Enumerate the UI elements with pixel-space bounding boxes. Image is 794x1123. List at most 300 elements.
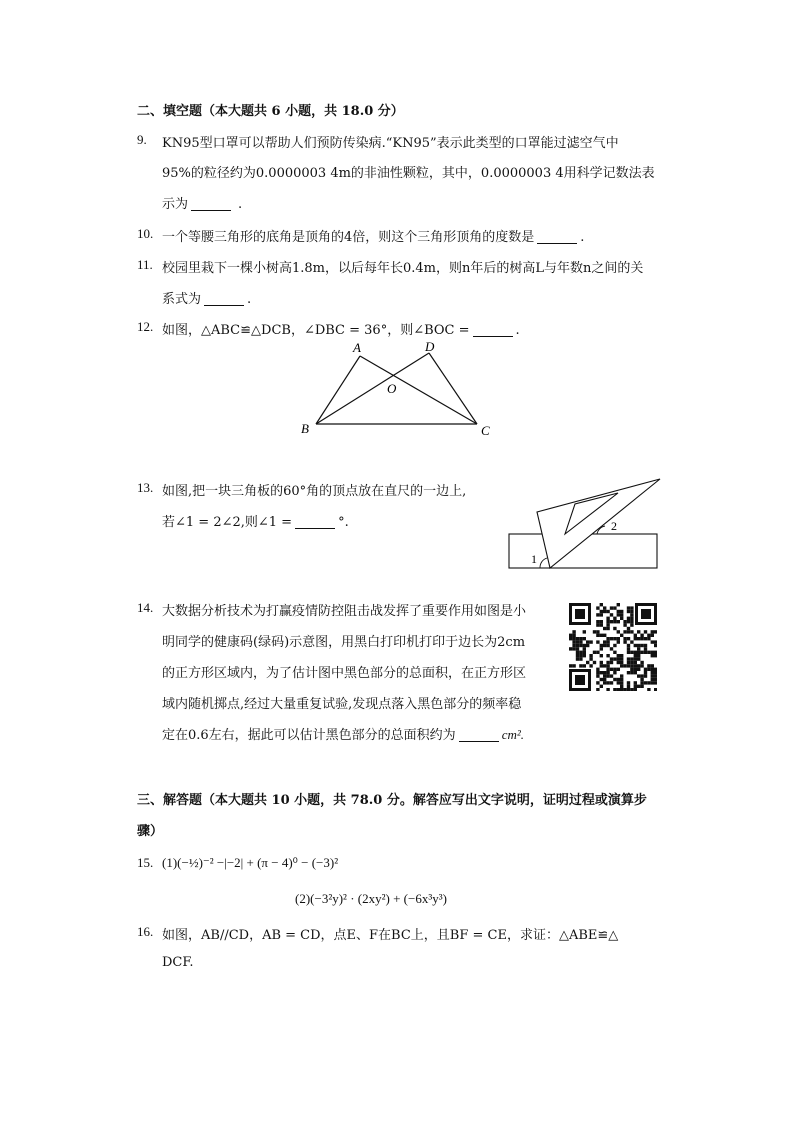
- qr-module: [654, 688, 657, 691]
- question-14-prefix: 定在0.6左右，据此可以估计黑色部分的总面积约为: [162, 728, 456, 743]
- qr-module: [634, 685, 637, 688]
- answer-blank-12[interactable]: [473, 323, 513, 337]
- qr-module: [634, 634, 637, 637]
- qr-module: [613, 644, 616, 647]
- qr-module: [640, 661, 643, 664]
- question-14-line-3: 的正方形区域内，为了估计图中黑色部分的总面积，在正方形区: [162, 666, 527, 681]
- qr-module: [613, 606, 616, 609]
- qr-module: [586, 644, 589, 647]
- question-16-line-1: 如图，AB//CD，AB = CD，点E、F在BC上，且BF = CE，求证：△ABE≌△: [162, 928, 619, 943]
- question-10-suffix: .: [580, 230, 585, 245]
- qr-module: [634, 654, 637, 657]
- qr-module: [572, 664, 575, 667]
- segment-ba: [316, 356, 360, 424]
- question-14-line-2: 明同学的健康码(绿码)示意图，用黑白打印机打印于边长为2cm: [162, 635, 526, 650]
- qr-module: [630, 617, 633, 620]
- qr-module: [600, 634, 603, 637]
- qr-module: [627, 620, 630, 623]
- qr-module: [630, 668, 633, 671]
- triangle-figure-q12: [290, 338, 510, 444]
- qr-module: [579, 654, 582, 657]
- qr-module: [596, 681, 599, 684]
- qr-module: [596, 640, 599, 643]
- question-13-line-1: 如图,把一块三角板的60°角的顶点放在直尺的一边上,: [162, 484, 467, 499]
- qr-module: [637, 654, 640, 657]
- qr-module: [640, 644, 643, 647]
- angle-label-2: 2: [611, 519, 617, 533]
- qr-module: [620, 678, 623, 681]
- qr-module: [600, 620, 603, 623]
- qr-module: [606, 668, 609, 671]
- qr-module: [603, 610, 606, 613]
- qr-module: [654, 674, 657, 677]
- qr-module: [651, 678, 654, 681]
- answer-blank-14[interactable]: [459, 728, 499, 742]
- qr-module: [623, 688, 626, 691]
- qr-module: [600, 664, 603, 667]
- question-13-line-2: [162, 511, 349, 530]
- qr-module: [593, 661, 596, 664]
- qr-module: [634, 637, 637, 640]
- qr-module: [617, 657, 620, 660]
- question-9-line-1: KN95型口罩可以帮助人们预防传染病.“KN95”表示此类型的口罩能过滤空气中: [162, 136, 619, 151]
- question-number-12: 12.: [137, 319, 154, 334]
- qr-module: [610, 661, 613, 664]
- question-15-part-1: (1)(−½)⁻² −|−2| + (π − 4)⁰ − (−3)²: [162, 855, 339, 870]
- qr-module: [627, 685, 630, 688]
- qr-module: [640, 678, 643, 681]
- segment-ac: [360, 356, 477, 424]
- qr-module: [627, 671, 630, 674]
- qr-module: [651, 664, 654, 667]
- qr-module: [606, 681, 609, 684]
- qr-module: [637, 630, 640, 633]
- qr-module: [606, 661, 609, 664]
- question-15-part-2: (2)(−3²y)² · (2xy²) + (−6x³y³): [295, 891, 447, 906]
- qr-module: [651, 671, 654, 674]
- qr-module: [654, 654, 657, 657]
- qr-module: [627, 606, 630, 609]
- angle-label-1: 1: [531, 552, 537, 566]
- qr-module: [596, 630, 599, 633]
- qr-module: [569, 637, 572, 640]
- qr-module: [637, 668, 640, 671]
- qr-module: [610, 681, 613, 684]
- qr-module: [644, 647, 647, 650]
- qr-module: [623, 620, 626, 623]
- qr-module: [606, 617, 609, 620]
- qr-module: [644, 651, 647, 654]
- qr-module: [613, 620, 616, 623]
- qr-module: [596, 668, 599, 671]
- question-12-text: [162, 319, 520, 338]
- qr-module: [600, 610, 603, 613]
- qr-module: [627, 647, 630, 650]
- answer-blank-13[interactable]: [295, 515, 335, 529]
- qr-module: [620, 674, 623, 677]
- qr-module: [637, 685, 640, 688]
- qr-module: [630, 620, 633, 623]
- question-9-prefix: 示为: [162, 197, 189, 212]
- qr-module: [617, 613, 620, 616]
- qr-module: [596, 674, 599, 677]
- qr-module: [596, 620, 599, 623]
- qr-module: [630, 613, 633, 616]
- qr-module: [579, 640, 582, 643]
- qr-module: [617, 603, 620, 606]
- qr-module: [606, 640, 609, 643]
- qr-module: [583, 651, 586, 654]
- qr-module: [600, 671, 603, 674]
- qr-module: [583, 637, 586, 640]
- qr-module: [596, 613, 599, 616]
- question-16-line-2: DCF.: [162, 955, 194, 970]
- qr-module: [647, 681, 650, 684]
- qr-module: [627, 657, 630, 660]
- qr-module: [606, 688, 609, 691]
- qr-module: [603, 640, 606, 643]
- qr-module: [647, 688, 650, 691]
- question-13-prefix: 若∠1 = 2∠2,则∠1 =: [162, 515, 293, 530]
- qr-module: [617, 620, 620, 623]
- qr-module: [569, 647, 572, 650]
- qr-module: [572, 640, 575, 643]
- qr-module: [640, 651, 643, 654]
- qr-module: [572, 634, 575, 637]
- qr-module: [644, 681, 647, 684]
- qr-module: [572, 644, 575, 647]
- qr-module: [637, 647, 640, 650]
- qr-module: [634, 661, 637, 664]
- qr-module: [613, 678, 616, 681]
- qr-module: [647, 651, 650, 654]
- qr-module: [647, 634, 650, 637]
- qr-module: [630, 630, 633, 633]
- qr-module: [603, 671, 606, 674]
- question-number-9: 9.: [137, 132, 147, 147]
- ruler-triangle-figure-q13: [505, 474, 665, 574]
- qr-module: [610, 657, 613, 660]
- qr-module: [630, 661, 633, 664]
- qr-module: [596, 606, 599, 609]
- qr-module: [637, 674, 640, 677]
- qr-module: [600, 603, 603, 606]
- qr-module: [600, 647, 603, 650]
- qr-module: [579, 644, 582, 647]
- qr-module: [654, 651, 657, 654]
- qr-module: [630, 688, 633, 691]
- qr-module: [613, 671, 616, 674]
- qr-module: [572, 637, 575, 640]
- qr-module: [637, 664, 640, 667]
- qr-module: [600, 623, 603, 626]
- qr-module: [637, 651, 640, 654]
- qr-module: [627, 681, 630, 684]
- qr-module: [644, 674, 647, 677]
- qr-module: [606, 654, 609, 657]
- qr-module: [572, 647, 575, 650]
- qr-module: [654, 681, 657, 684]
- qr-module: [620, 657, 623, 660]
- qr-module: [579, 657, 582, 660]
- qr-module: [651, 630, 654, 633]
- qr-module: [627, 610, 630, 613]
- qr-module: [617, 637, 620, 640]
- question-number-16: 16.: [137, 924, 154, 939]
- qr-module: [600, 678, 603, 681]
- qr-module: [606, 644, 609, 647]
- question-9-line-2: 95%的粒径约为0.0000003 4m的非油性颗粒，其中，0.0000003 4用科学记数法表: [162, 166, 655, 181]
- qr-module: [600, 661, 603, 664]
- qr-module: [596, 688, 599, 691]
- qr-module: [637, 637, 640, 640]
- qr-module: [634, 644, 637, 647]
- qr-module: [617, 661, 620, 664]
- qr-module: [613, 627, 616, 630]
- qr-module: [603, 627, 606, 630]
- qr-module: [637, 657, 640, 660]
- qr-module: [576, 651, 579, 654]
- qr-module: [589, 664, 592, 667]
- qr-module: [630, 610, 633, 613]
- question-14-line-1: 大数据分析技术为打赢疫情防控阻击战发挥了重要作用如图是小: [162, 604, 527, 619]
- qr-module: [617, 654, 620, 657]
- qr-module: [647, 637, 650, 640]
- question-number-14: 14.: [137, 600, 154, 615]
- health-qr-code-image: [569, 603, 657, 691]
- qr-module: [610, 674, 613, 677]
- qr-module: [589, 657, 592, 660]
- qr-module: [613, 688, 616, 691]
- qr-module: [603, 634, 606, 637]
- qr-module: [630, 657, 633, 660]
- question-14-unit: cm².: [501, 727, 524, 742]
- qr-module: [617, 668, 620, 671]
- question-12-prefix: 如图，△ABC≌△DCB，∠DBC = 36°，则∠BOC =: [162, 323, 470, 338]
- qr-module: [610, 606, 613, 609]
- qr-module: [617, 688, 620, 691]
- qr-module: [613, 651, 616, 654]
- qr-module: [620, 617, 623, 620]
- label-c: C: [481, 423, 490, 438]
- qr-module: [603, 678, 606, 681]
- answer-blank-9[interactable]: [191, 197, 231, 211]
- qr-module: [606, 610, 609, 613]
- question-9-suffix: .: [238, 197, 243, 212]
- qr-module: [640, 681, 643, 684]
- qr-module: [644, 668, 647, 671]
- qr-module: [654, 671, 657, 674]
- qr-module: [651, 640, 654, 643]
- qr-module: [610, 620, 613, 623]
- question-13-suffix: °.: [338, 515, 349, 530]
- qr-module: [596, 671, 599, 674]
- qr-module: [583, 654, 586, 657]
- section-heading-solve: 三、解答题（本大题共 10 小题，共 78.0 分。解答应写出文字说明，证明过程或演算步: [137, 793, 647, 808]
- qr-module: [627, 630, 630, 633]
- qr-module: [576, 647, 579, 650]
- section-heading-fill-in: 二、填空题（本大题共 6 小题，共 18.0 分）: [137, 104, 404, 119]
- qr-module: [630, 651, 633, 654]
- qr-module: [596, 651, 599, 654]
- qr-module: [606, 671, 609, 674]
- qr-module: [623, 630, 626, 633]
- qr-module: [593, 630, 596, 633]
- qr-module: [620, 634, 623, 637]
- qr-module: [596, 634, 599, 637]
- qr-module: [627, 627, 630, 630]
- qr-module: [579, 651, 582, 654]
- qr-module: [613, 637, 616, 640]
- label-a: A: [353, 340, 361, 355]
- qr-module: [634, 664, 637, 667]
- qr-module: [620, 688, 623, 691]
- label-o: O: [387, 381, 397, 396]
- qr-module: [569, 664, 572, 667]
- question-14-line-5: [162, 724, 524, 743]
- qr-module: [651, 674, 654, 677]
- qr-module: [627, 664, 630, 667]
- qr-module: [572, 630, 575, 633]
- qr-module: [603, 606, 606, 609]
- question-11-prefix: 系式为: [162, 292, 202, 307]
- qr-module: [647, 668, 650, 671]
- qr-module: [603, 644, 606, 647]
- segment-dc: [429, 353, 477, 424]
- qr-module: [583, 630, 586, 633]
- answer-blank-10[interactable]: [537, 230, 577, 244]
- qr-module: [606, 627, 609, 630]
- label-d: D: [425, 339, 435, 354]
- qr-module: [617, 630, 620, 633]
- question-number-13: 13.: [137, 480, 154, 495]
- qr-module: [630, 664, 633, 667]
- question-10-text: [162, 226, 584, 245]
- question-11-line-1: 校园里栽下一棵小树高1.8m，以后每年长0.4m，则n年后的树高L与年数n之间的关: [162, 261, 644, 276]
- qr-module: [576, 637, 579, 640]
- qr-module: [613, 668, 616, 671]
- qr-module: [610, 613, 613, 616]
- qr-module: [603, 681, 606, 684]
- qr-module: [623, 664, 626, 667]
- qr-module: [647, 664, 650, 667]
- question-number-15: 15.: [137, 855, 154, 870]
- question-14-line-4: 域内随机掷点,经过大量重复试验,发现点落入黑色部分的频率稳: [162, 697, 522, 712]
- qr-module: [617, 678, 620, 681]
- qr-module: [634, 657, 637, 660]
- qr-module: [583, 644, 586, 647]
- qr-module: [586, 640, 589, 643]
- qr-module: [600, 613, 603, 616]
- qr-module: [651, 651, 654, 654]
- qr-module: [576, 657, 579, 660]
- qr-module: [620, 661, 623, 664]
- qr-module: [654, 678, 657, 681]
- qr-module: [596, 623, 599, 626]
- qr-module: [627, 688, 630, 691]
- qr-module: [640, 674, 643, 677]
- qr-module: [627, 651, 630, 654]
- qr-module: [617, 640, 620, 643]
- qr-module: [644, 671, 647, 674]
- qr-module: [617, 681, 620, 684]
- qr-module: [583, 664, 586, 667]
- qr-module: [627, 644, 630, 647]
- qr-module: [606, 623, 609, 626]
- question-number-11: 11.: [137, 257, 153, 272]
- qr-module: [630, 606, 633, 609]
- qr-module: [623, 640, 626, 643]
- qr-module: [640, 637, 643, 640]
- qr-module: [640, 634, 643, 637]
- qr-module: [651, 668, 654, 671]
- qr-module: [634, 668, 637, 671]
- qr-module: [640, 664, 643, 667]
- qr-module: [620, 681, 623, 684]
- qr-module: [634, 681, 637, 684]
- qr-module: [603, 674, 606, 677]
- answer-blank-11[interactable]: [204, 292, 244, 306]
- qr-module: [651, 681, 654, 684]
- question-11-line-2: [162, 288, 251, 307]
- qr-module: [627, 617, 630, 620]
- qr-module: [640, 685, 643, 688]
- qr-module: [600, 685, 603, 688]
- qr-module: [589, 654, 592, 657]
- qr-module: [654, 630, 657, 633]
- question-10-prefix: 一个等腰三角形的底角是顶角的4倍，则这个三角形顶角的度数是: [162, 230, 535, 245]
- qr-module: [576, 654, 579, 657]
- qr-module: [617, 610, 620, 613]
- qr-module: [606, 620, 609, 623]
- qr-module: [610, 647, 613, 650]
- qr-module: [630, 623, 633, 626]
- qr-module: [610, 637, 613, 640]
- qr-module: [579, 664, 582, 667]
- qr-module: [593, 651, 596, 654]
- qr-module: [627, 637, 630, 640]
- qr-module: [620, 613, 623, 616]
- qr-module: [600, 654, 603, 657]
- qr-module: [654, 644, 657, 647]
- qr-module: [569, 634, 572, 637]
- qr-module: [654, 668, 657, 671]
- qr-module: [630, 671, 633, 674]
- qr-module: [637, 644, 640, 647]
- qr-module: [634, 688, 637, 691]
- qr-module: [603, 664, 606, 667]
- qr-module: [606, 637, 609, 640]
- qr-module: [623, 637, 626, 640]
- label-b: B: [301, 421, 309, 436]
- qr-module: [576, 644, 579, 647]
- qr-module: [644, 630, 647, 633]
- qr-module: [620, 654, 623, 657]
- question-11-suffix: .: [247, 292, 252, 307]
- qr-module: [606, 674, 609, 677]
- qr-module: [589, 640, 592, 643]
- qr-module: [620, 610, 623, 613]
- section-heading-solve-line-2: 骤）: [137, 824, 164, 839]
- qr-module: [651, 654, 654, 657]
- qr-module: [620, 664, 623, 667]
- qr-module: [613, 617, 616, 620]
- qr-module: [613, 657, 616, 660]
- qr-module: [634, 651, 637, 654]
- qr-module: [583, 647, 586, 650]
- qr-module: [579, 637, 582, 640]
- qr-module: [586, 661, 589, 664]
